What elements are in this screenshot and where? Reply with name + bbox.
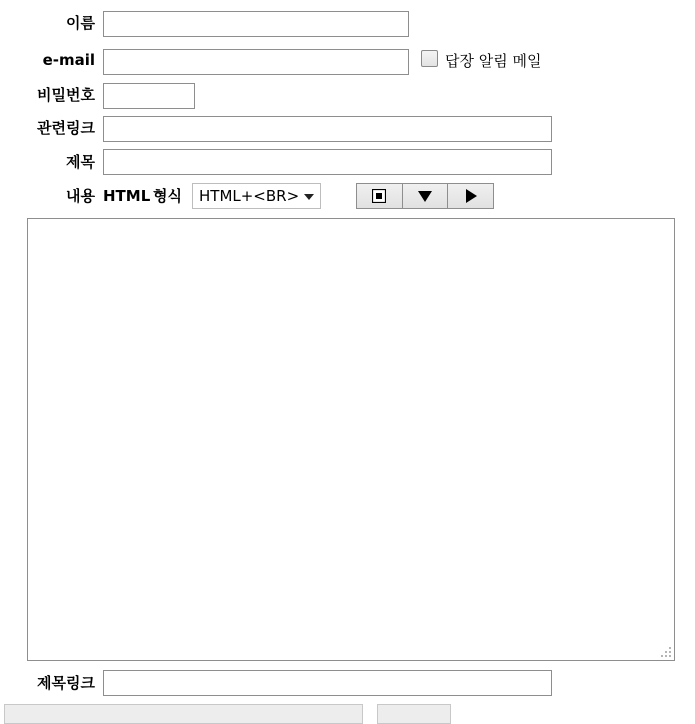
bottom-button-left[interactable] [4,704,363,724]
resize-grip-icon[interactable] [660,646,672,658]
email-input[interactable] [103,49,409,75]
editor-toolbar [356,183,494,209]
subject-label: 제목 [66,153,95,171]
stop-button[interactable] [357,184,403,208]
expand-right-button[interactable] [448,184,493,208]
format-select[interactable] [192,183,321,209]
format-select-value: HTML+<BR> [199,187,300,205]
stop-square-icon [372,189,386,203]
email-label: e-mail [42,51,95,69]
triangle-right-icon [465,189,477,203]
format-label: 형식 [153,187,182,205]
password-input[interactable] [103,83,195,109]
content-label: 내용 [66,187,95,205]
title-link-label: 제목링크 [37,674,95,692]
password-label: 비밀번호 [37,86,95,104]
related-link-label: 관련링크 [37,119,95,137]
related-link-input[interactable] [103,116,552,142]
subject-input[interactable] [103,149,552,175]
chevron-down-icon [304,194,314,200]
reply-alert-label: 답장 알림 메일 [445,52,542,70]
name-label: 이름 [66,14,95,32]
triangle-down-icon [418,190,432,202]
expand-down-button[interactable] [403,184,449,208]
bottom-button-right[interactable] [377,704,451,724]
html-label: HTML [103,187,151,205]
content-textarea[interactable] [27,218,675,661]
title-link-input[interactable] [103,670,552,696]
name-input[interactable] [103,11,409,37]
reply-alert-checkbox[interactable] [421,50,438,67]
